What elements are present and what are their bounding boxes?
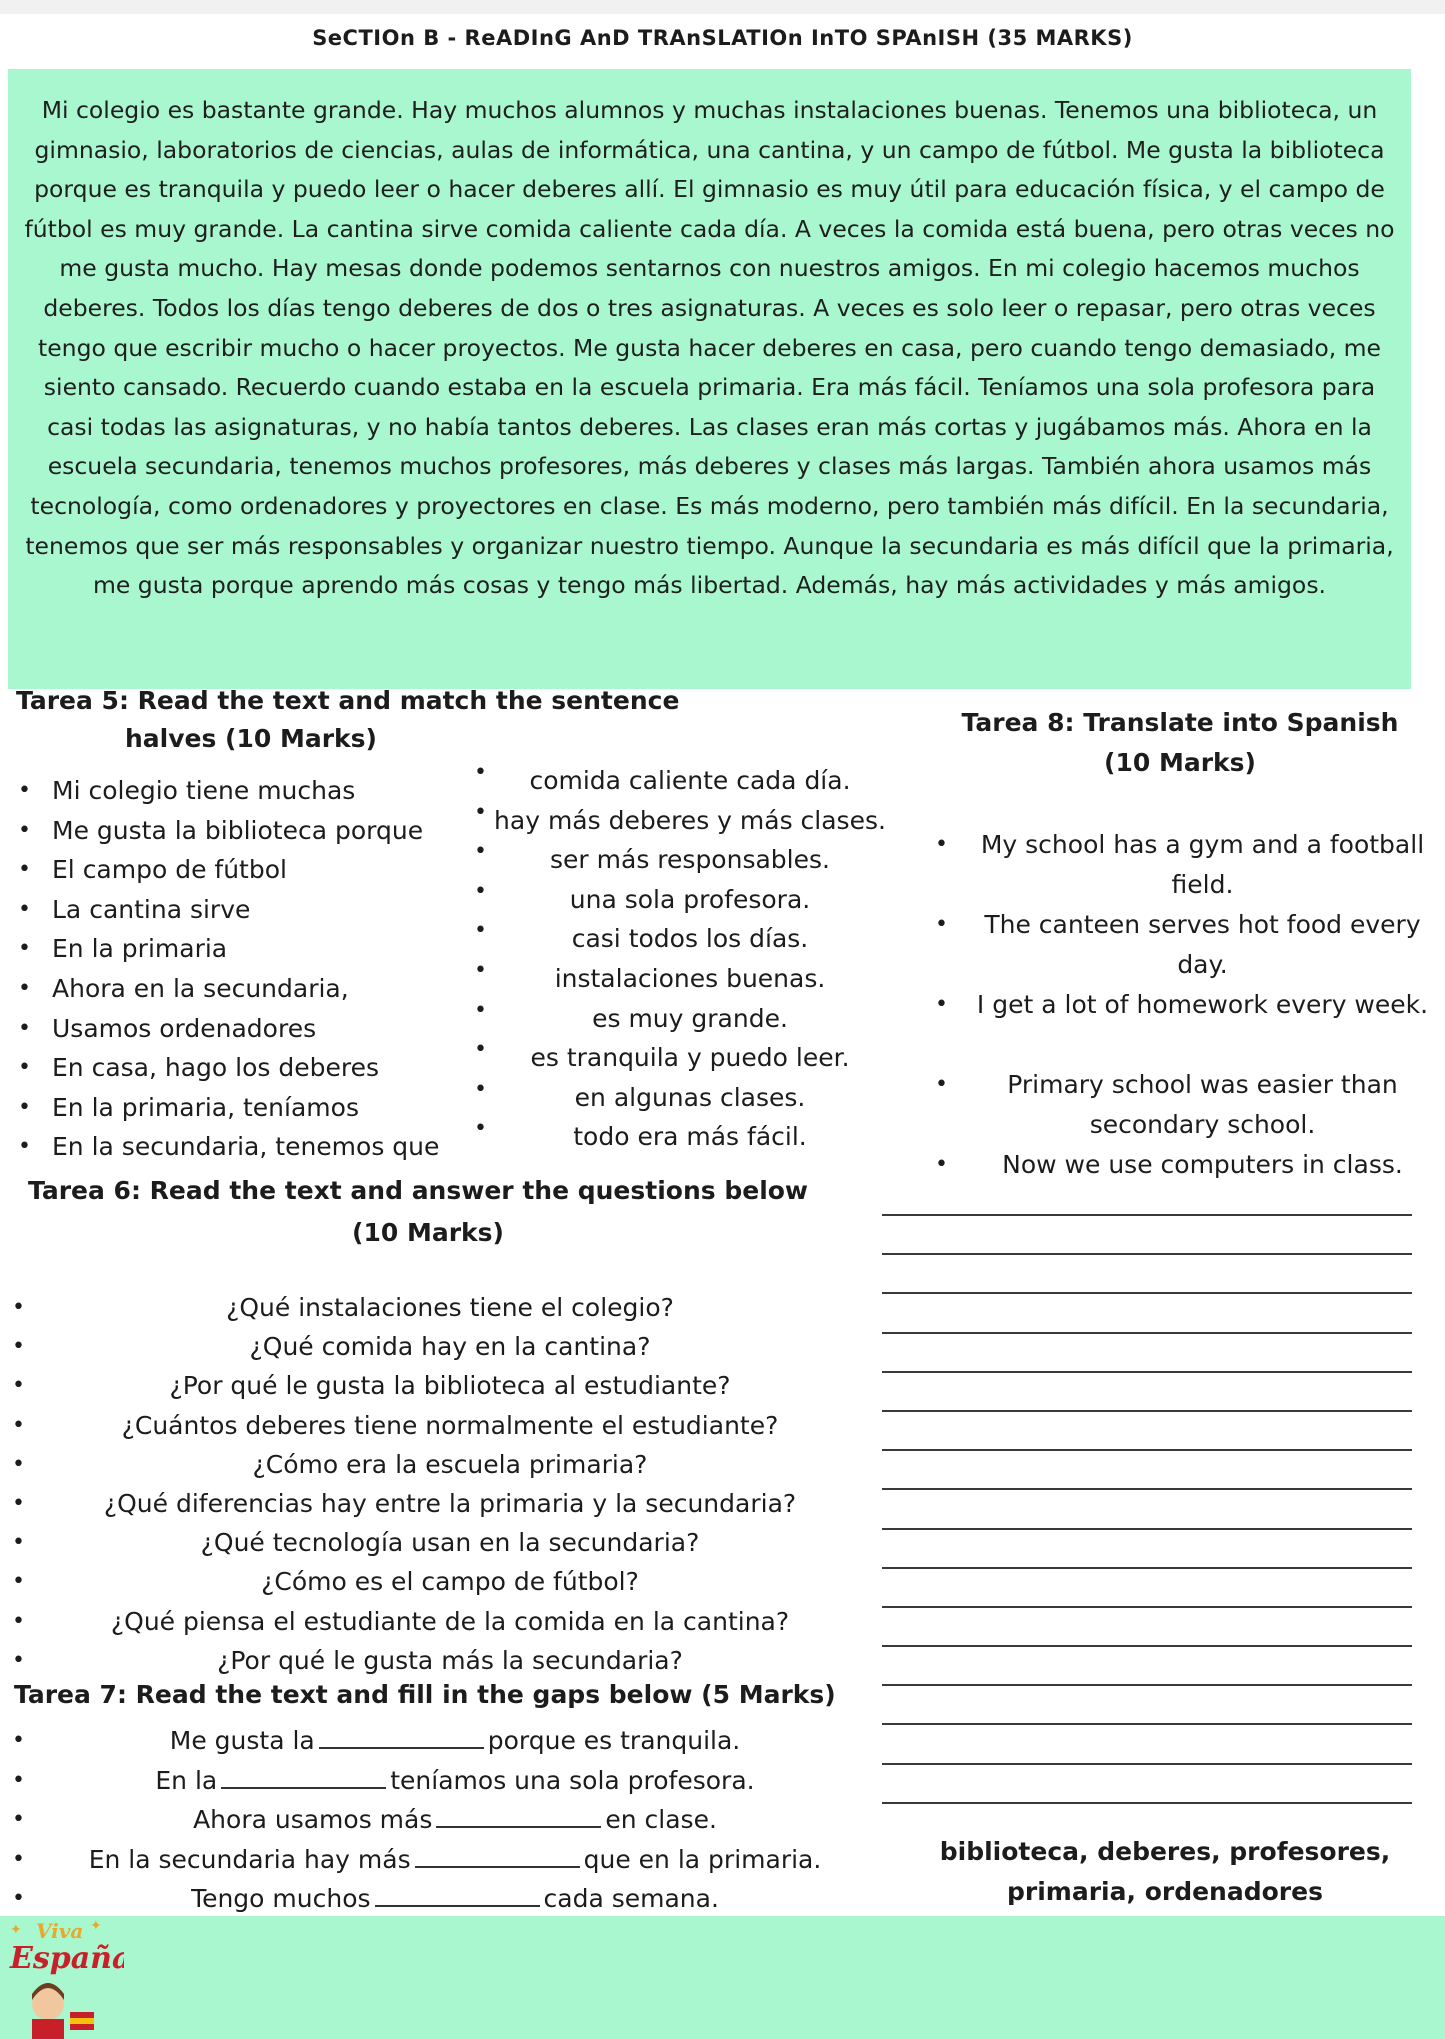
reading-text-box — [8, 69, 1411, 689]
list-item: • El campo de fútbol — [52, 850, 439, 890]
gap-blank[interactable] — [375, 1883, 540, 1907]
answer-line[interactable] — [882, 1647, 1412, 1686]
tarea8-title-line2: (10 Marks) — [1104, 748, 1256, 777]
list-item: • En la secundaria, tenemos que — [52, 1127, 439, 1167]
answer-line[interactable] — [882, 1216, 1412, 1255]
list-item: • todo era más fácil. — [470, 1117, 910, 1157]
question-item: • ¿Cómo era la escuela primaria? — [0, 1445, 870, 1484]
list-item: • Ahora en la secundaria, — [52, 969, 439, 1009]
gap-after: teníamos una sola profesora. — [390, 1765, 755, 1795]
list-item: • Mi colegio tiene muchas — [52, 771, 439, 811]
answer-line[interactable] — [882, 1490, 1412, 1529]
list-item: • The canteen serves hot food every day. — [925, 905, 1440, 985]
list-item: • instalaciones buenas. — [470, 959, 910, 999]
list-item: • una sola profesora. — [470, 880, 910, 920]
question-item: • ¿Qué instalaciones tiene el colegio? — [0, 1288, 870, 1327]
answer-line[interactable] — [882, 1255, 1412, 1294]
gap-before: Tengo muchos — [191, 1884, 371, 1914]
answer-line[interactable] — [882, 1373, 1412, 1412]
gap-item — [0, 1721, 880, 1761]
question-item: • ¿Cómo es el campo de fútbol? — [0, 1562, 870, 1601]
tarea7-heading: Tarea 7: Read the text and fill in the gaps below (5 Marks) — [14, 1680, 836, 1709]
question-item: • ¿Qué tecnología usan en la secundaria? — [0, 1523, 870, 1562]
tarea8-heading — [925, 703, 1435, 783]
gap-after: porque es tranquila. — [487, 1726, 741, 1755]
tarea5-title-line1: Tarea 5: Read the text and match the sentence — [16, 686, 680, 715]
answer-line[interactable] — [882, 1608, 1412, 1647]
answer-line[interactable] — [882, 1451, 1412, 1490]
list-item: • En la primaria, teníamos — [52, 1088, 439, 1128]
section-title: SeCTIOn B - ReADInG AnD TRAnSLATIOn InTO SPAnISH (35 MARKS) — [312, 26, 1133, 50]
gap-before: Me gusta la — [169, 1726, 315, 1755]
gap-blank[interactable] — [436, 1804, 601, 1828]
list-item: • Now we use computers in class. — [925, 1145, 1440, 1185]
svg-text:España: España — [10, 1941, 124, 1976]
answer-line[interactable] — [882, 1569, 1412, 1608]
list-item: • En la primaria — [52, 929, 439, 969]
tarea6-title-line1: Tarea 6: Read the text and answer the questions below — [28, 1176, 809, 1205]
list-item: • I get a lot of homework every week. — [925, 985, 1440, 1065]
svg-text:✦: ✦ — [10, 1922, 22, 1938]
gap-blank[interactable] — [221, 1765, 386, 1789]
list-item: • casi todos los días. — [470, 919, 910, 959]
list-item: • es tranquila y puedo leer. — [470, 1038, 910, 1078]
question-item: • ¿Por qué le gusta la biblioteca al estudiante? — [0, 1366, 870, 1405]
tarea7-gaps — [0, 1721, 880, 1919]
gap-blank[interactable] — [415, 1844, 580, 1868]
tarea8-sentences — [925, 825, 1440, 1185]
tarea5-right-halves — [470, 761, 910, 1157]
answer-line[interactable] — [882, 1412, 1412, 1451]
answer-line[interactable] — [882, 1294, 1412, 1333]
question-item: • ¿Qué piensa el estudiante de la comida en la cantina? — [0, 1602, 870, 1641]
tarea8-title-line1: Tarea 8: Translate into Spanish — [961, 708, 1399, 737]
list-item: • en algunas clases. — [470, 1078, 910, 1118]
answer-line[interactable] — [882, 1765, 1412, 1804]
word-bank-line1: biblioteca, deberes, profesores, — [939, 1837, 1391, 1866]
tarea6-title-line2: (10 Marks) — [352, 1218, 504, 1247]
answer-lines — [882, 1196, 1412, 1804]
gap-blank[interactable] — [319, 1725, 484, 1749]
gap-after: que en la primaria. — [583, 1844, 822, 1874]
list-item: • Me gusta la biblioteca porque — [52, 811, 439, 851]
list-item: • La cantina sirve — [52, 890, 439, 930]
gap-after: en clase. — [605, 1805, 717, 1835]
answer-line[interactable] — [882, 1686, 1412, 1725]
footer-band — [0, 1916, 1445, 2039]
tarea5-left-halves — [52, 771, 439, 1167]
list-item: • Usamos ordenadores — [52, 1009, 439, 1049]
gap-before: En la secundaria hay más — [88, 1844, 411, 1874]
answer-line[interactable] — [882, 1725, 1412, 1764]
svg-text:Viva: Viva — [36, 1919, 84, 1943]
logo-graphic — [4, 1916, 124, 2039]
list-item: • My school has a gym and a football field. — [925, 825, 1440, 905]
tarea5-title-line2: halves (10 Marks) — [124, 724, 377, 753]
question-item: • ¿Por qué le gusta más la secundaria? — [0, 1641, 870, 1680]
list-item: • ser más responsables. — [470, 840, 910, 880]
answer-line[interactable] — [882, 1334, 1412, 1373]
question-item: • ¿Cuántos deberes tiene normalmente el estudiante? — [0, 1406, 870, 1445]
word-bank-line2: primaria, ordenadores — [1007, 1877, 1323, 1906]
gap-item — [0, 1800, 880, 1840]
tarea6-questions — [0, 1288, 870, 1680]
gap-item — [0, 1879, 880, 1919]
list-item: • es muy grande. — [470, 999, 910, 1039]
gap-before: En la — [155, 1765, 218, 1795]
question-item: • ¿Qué diferencias hay entre la primaria y la secundaria? — [0, 1484, 870, 1523]
answer-line[interactable] — [882, 1196, 1412, 1216]
svg-text:✦: ✦ — [90, 1918, 102, 1934]
word-bank — [905, 1832, 1425, 1912]
list-item: • Primary school was easier than secondary school. — [925, 1065, 1440, 1145]
tarea5-heading — [16, 682, 696, 758]
viva-espana-logo — [4, 1916, 124, 2039]
list-item: • comida caliente cada día. — [470, 761, 910, 801]
gap-item — [0, 1840, 880, 1880]
list-item: • En casa, hago los deberes — [52, 1048, 439, 1088]
gap-before: Ahora usamos más — [193, 1805, 433, 1835]
list-item: • hay más deberes y más clases. — [470, 801, 910, 841]
gap-after: cada semana. — [543, 1884, 719, 1914]
tarea6-heading — [28, 1170, 858, 1254]
reading-text: Mi colegio es bastante grande. Hay muchos alumnos y muchas instalaciones buenas. Tenemos una biblioteca, un gimnasio, laboratorios de ciencias, aulas de informática, una cantina, y un campo de fútbol. Me gusta la biblioteca porque es tranquila y puedo leer o hacer deberes allí. El gimnasio es muy útil para educación física, y el campo de fútbol es muy grande. La cantina sirve comida caliente cada día. A veces la comida está buena, pero otras veces no me gusta mucho. Hay mesas donde podemos sentarnos con nuestros amigos. En mi colegio hacemos muchos deberes. Todos los días tengo deberes de dos o tres asignaturas. A veces es solo leer o repasar, pero otras veces tengo que escribir mucho o hacer proyectos. Me gusta hacer deberes en casa, pero cuando tengo demasiado, me siento cansado. Recuerdo cuando estaba en la escuela primaria. Era más fácil. Teníamos una sola profesora para casi todas las asignaturas, y no había tantos deberes. Las clases eran más cortas y jugábamos más. Ahora en la escuela secundaria, tenemos muchos profesores, más deberes y clases más largas. También ahora usamos más tecnología, como ordenadores y proyectores en clase. Es más moderno, pero también más difícil. En la secundaria, tenemos que ser más responsables y organizar nuestro tiempo. Aunque la secundaria es más difícil que la primaria, me gusta porque aprendo más cosas y tengo más libertad. Además, hay más actividades y más amigos. — [24, 96, 1395, 600]
question-item: • ¿Qué comida hay en la cantina? — [0, 1327, 870, 1366]
gap-item — [0, 1761, 880, 1801]
answer-line[interactable] — [882, 1530, 1412, 1569]
